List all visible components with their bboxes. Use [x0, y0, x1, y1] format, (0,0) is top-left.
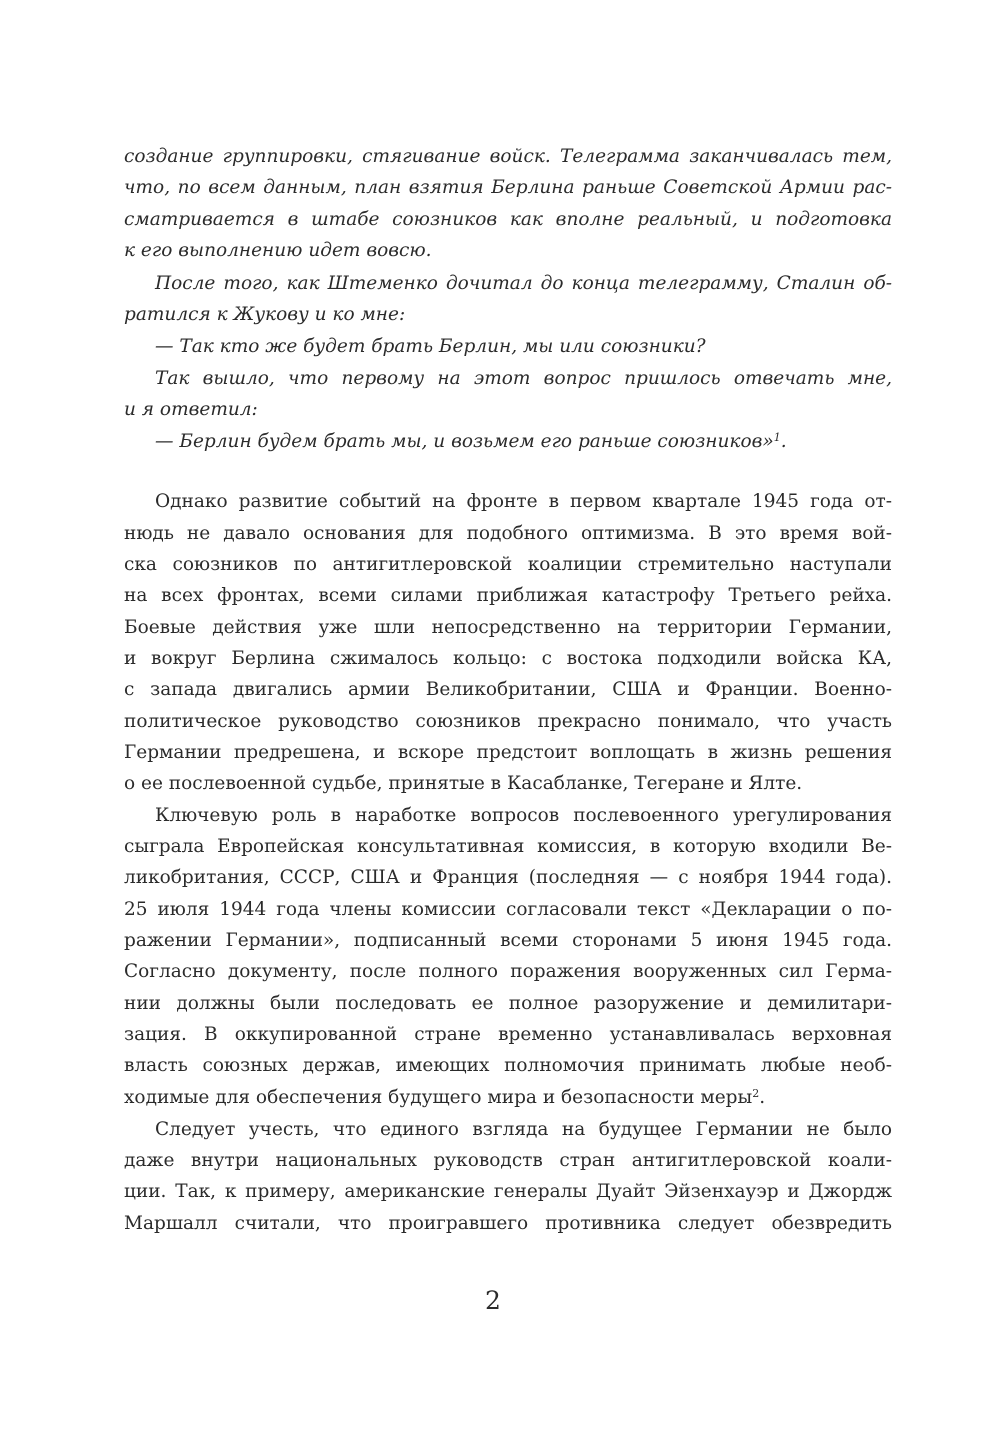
text-line: Ключевую роль в наработке вопросов послевоенного урегулирования [155, 805, 892, 826]
text-line: что, по всем данным, план взятия Берлина раньше Советской Армии рас- [124, 177, 892, 198]
text-line: сыграла Европейская консультативная комиссия, в которую входили Ве- [124, 836, 892, 857]
text-period: . [759, 1087, 766, 1108]
text-line: После того, как Штеменко дочитал до конца телеграмму, Сталин об- [155, 273, 892, 294]
text-line: и вокруг Берлина сжималось кольцо: с востока подходили войска КА, [124, 648, 892, 669]
text-line: ражении Германии», подписанный всеми сторонами 5 июня 1945 года. [124, 930, 892, 951]
quote-dialogue-line: — Так кто же будет брать Берлин, мы или союзники? [155, 336, 706, 357]
text-line: Следует учесть, что единого взгляда на будущее Германии не было [155, 1119, 892, 1140]
text-line: с запада двигались армии Великобритании, США и Франции. Военно- [124, 679, 892, 700]
text-line: Германии предрешена, и вскоре предстоит воплощать в жизнь решения [124, 742, 892, 763]
text-line: власть союзных держав, имеющих полномочия принимать любые необ- [124, 1055, 892, 1076]
text-line: даже внутри национальных руководств стран антигитлеровской коали- [124, 1150, 892, 1171]
text-line: зация. В оккупированной стране временно устанавливалась верховная [124, 1024, 892, 1045]
text-line: Согласно документу, после полного поражения вооруженных сил Герма- [124, 961, 892, 982]
quote-text: — Берлин будем брать мы, и возьмем его раньше союзников» [155, 431, 774, 452]
text-line: ска союзников по антигитлеровской коалиции стремительно наступали [124, 554, 892, 575]
text-line: и я ответил: [124, 399, 258, 420]
text-line: 25 июля 1944 года члены комиссии согласовали текст «Декларации о по- [124, 899, 892, 920]
text-line: создание группировки, стягивание войск. Телеграмма заканчивалась тем, [124, 146, 892, 167]
quote-period: . [780, 431, 787, 452]
text-line: на всех фронтах, всеми силами приближая катастрофу Третьего рейха. [124, 585, 892, 606]
text-line: Однако развитие событий на фронте в первом квартале 1945 года от- [155, 491, 892, 512]
footnote-ref-1[interactable]: 1 [773, 430, 781, 444]
text-line: Боевые действия уже шли непосредственно на территории Германии, [124, 617, 892, 638]
text-line: Так вышло, что первому на этот вопрос пришлось отвечать мне, [155, 368, 892, 389]
text-line-content: ходимые для обеспечения будущего мира и безопасности меры [124, 1087, 753, 1108]
text-line: Маршалл считали, что проигравшего противника следует обезвредить [124, 1213, 892, 1234]
text-line [124, 1082, 892, 1113]
quote-dialogue-line [155, 426, 892, 457]
text-line: сматривается в штабе союзников как вполне реальный, и подготовка [124, 209, 892, 230]
text-line: нии должны были последовать ее полное разоружение и демилитари- [124, 993, 892, 1014]
text-line: к его выполнению идет вовсю. [124, 240, 432, 261]
footnote-ref-2[interactable]: 2 [752, 1086, 760, 1100]
text-line: ликобритания, СССР, США и Франция (последняя — с ноября 1944 года). [124, 867, 892, 888]
text-line: ции. Так, к примеру, американские генералы Дуайт Эйзенхауэр и Джордж [124, 1181, 892, 1202]
text-line: политическое руководство союзников прекрасно понимало, что участь [124, 711, 892, 732]
text-line: ратился к Жукову и ко мне: [124, 304, 406, 325]
text-line: о ее послевоенной судьбе, принятые в Касабланке, Тегеране и Ялте. [124, 773, 803, 794]
text-line: нюдь не давало основания для подобного оптимизма. В это время вой- [124, 523, 892, 544]
page-number: 2 [485, 1286, 501, 1315]
